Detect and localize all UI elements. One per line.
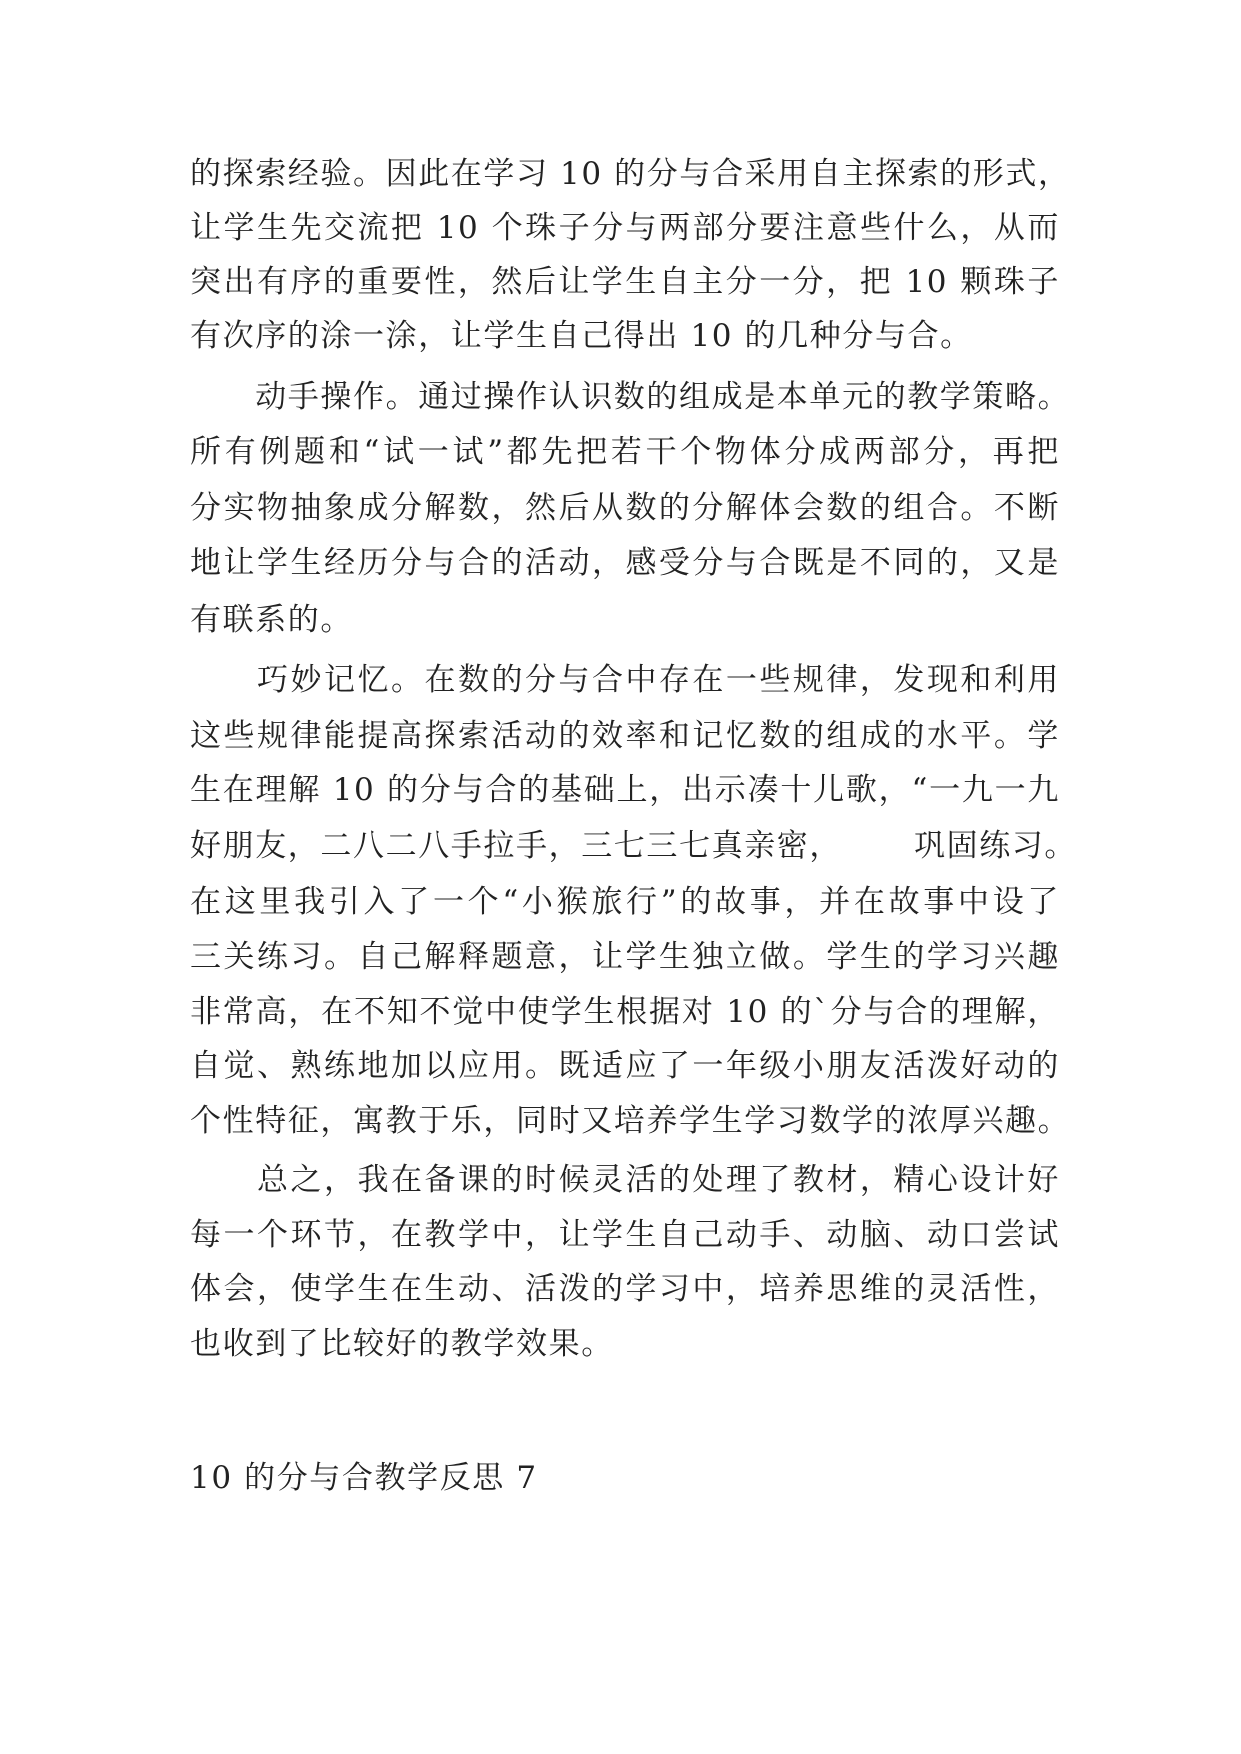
paragraph-line: 突出有序的重要性，然后让学生自主分一分，把 10 颗珠子	[190, 264, 1060, 300]
paragraph-line: 总之，我在备课的时候灵活的处理了教材，精心设计好	[190, 1162, 1060, 1198]
paragraph-line: 有联系的。	[190, 602, 353, 638]
paragraph-line: 三关练习。自己解释题意，让学生独立做。学生的学习兴趣	[190, 939, 1060, 975]
paragraph-line: 这些规律能提高探索活动的效率和记忆数的组成的水平。学	[190, 718, 1060, 754]
paragraph-line	[190, 824, 1077, 868]
paragraph-line: 所有例题和“试一试”都先把若干个物体分成两部分，再把	[190, 434, 1060, 470]
paragraph-line: 让学生先交流把 10 个珠子分与两部分要注意些什么，从而	[190, 210, 1060, 246]
paragraph-line: 巧妙记忆。在数的分与合中存在一些规律，发现和利用	[190, 662, 1060, 698]
paragraph-line: 的探索经验。因此在学习 10 的分与合采用自主探索的形式，	[190, 156, 1071, 192]
paragraph-line: 非常高，在不知不觉中使学生根据对 10 的`分与合的理解，	[190, 994, 1060, 1030]
paragraph-line: 分实物抽象成分解数，然后从数的分解体会数的组合。不断	[190, 490, 1060, 526]
paragraph-line: 在这里我引入了一个“小猴旅行”的故事，并在故事中设了	[190, 884, 1060, 920]
paragraph-line-part: 巩固练习。	[914, 828, 1077, 864]
paragraph-line: 地让学生经历分与合的活动，感受分与合既是不同的，又是	[190, 545, 1060, 581]
paragraph-line: 每一个环节，在教学中，让学生自己动手、动脑、动口尝试	[190, 1217, 1060, 1253]
paragraph-line-part: 好朋友，二八二八手拉手，三七三七真亲密，	[190, 828, 842, 864]
paragraph-line: 有次序的涂一涂，让学生自己得出 10 的几种分与合。	[190, 318, 973, 354]
paragraph-line: 也收到了比较好的教学效果。	[190, 1326, 614, 1362]
paragraph-line: 自觉、熟练地加以应用。既适应了一年级小朋友活泼好动的	[190, 1048, 1060, 1084]
paragraph-line: 个性特征，寓教于乐，同时又培养学生学习数学的浓厚兴趣。	[190, 1103, 1071, 1139]
section-heading: 10 的分与合教学反思 7	[190, 1460, 538, 1496]
paragraph-line: 体会，使学生在生动、活泼的学习中，培养思维的灵活性，	[190, 1271, 1060, 1307]
paragraph-line: 生在理解 10 的分与合的基础上，出示凑十儿歌，“一九一九	[190, 772, 1060, 808]
paragraph-line: 动手操作。通过操作认识数的组成是本单元的教学策略。	[190, 379, 1071, 415]
